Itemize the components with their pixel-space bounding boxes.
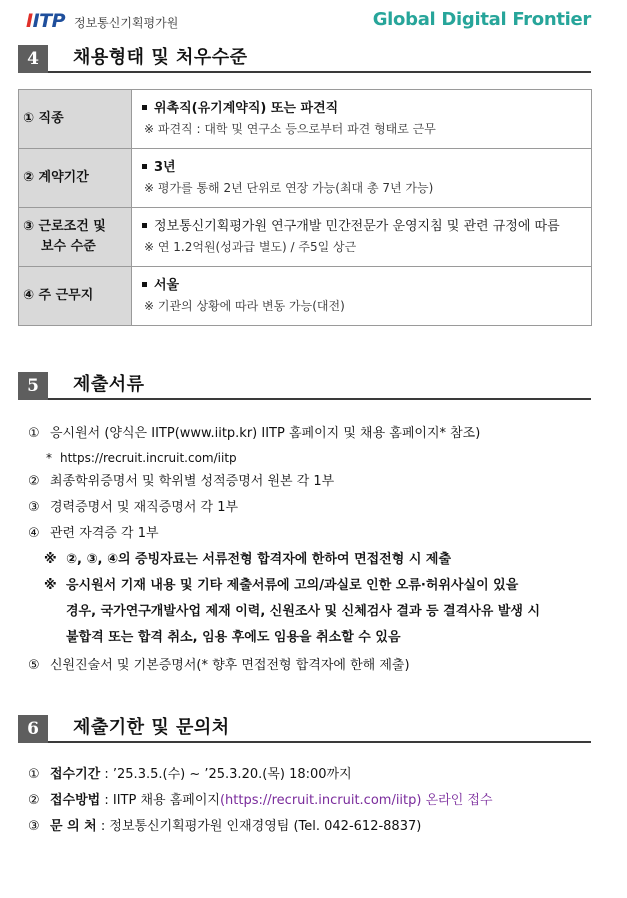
row-label: ① 직종 <box>19 90 132 149</box>
row-label: ③ 근로조건 및 보수 수준 <box>19 208 132 267</box>
row-value: 서울 ※ 기관의 상황에 따라 변동 가능(대전) <box>132 267 592 326</box>
section-4-header <box>18 43 591 73</box>
note-item: ※ ②, ③, ④의 증빙자료는 서류전형 합격자에 한하여 면접전형 시 제출 <box>44 552 452 567</box>
bullet-icon <box>142 282 147 287</box>
row-value: 위촉직(유기계약직) 또는 파견직 ※ 파견직 : 대학 및 연구소 등으로부터 파견 형태로 근무 <box>132 90 592 149</box>
table-row <box>19 208 592 267</box>
row-value: 정보통신기획평가원 연구개발 민간전문가 운영지침 및 관련 규정에 따름 ※ 연 1.2억원(성과급 별도) / 주5일 상근 <box>132 208 592 267</box>
section-number: 6 <box>18 715 48 743</box>
list-item: ③ 경력증명서 및 재직증명서 각 1부 <box>28 500 239 515</box>
row-label: ② 계약기간 <box>19 149 132 208</box>
list-item: ③ 문 의 처 : 정보통신기획평가원 인재경영팀 (Tel. 042-612-8837) <box>28 819 422 834</box>
section-6-header <box>18 713 591 743</box>
section-title: 제출기한 및 문의처 <box>73 717 230 738</box>
section-number: 4 <box>18 45 48 73</box>
list-item: ① 접수기간 : ’25.3.5.(수) ~ ’25.3.20.(목) 18:00까지 <box>28 767 352 782</box>
row-label: ④ 주 근무지 <box>19 267 132 326</box>
application-link[interactable]: (https://recruit.incruit.com/iitp) 온라인 접수 <box>219 793 493 808</box>
employment-table <box>18 89 592 326</box>
bullet-icon <box>142 164 147 169</box>
note-item: ※ 응시원서 기재 내용 및 기타 제출서류에 고의/과실로 인한 오류·허위사실이 있을 <box>44 578 519 593</box>
slogan-logo: Global Digital Frontier <box>372 9 591 30</box>
section-title: 제출서류 <box>73 374 145 395</box>
list-item: ④ 관련 자격증 각 1부 <box>28 526 159 541</box>
list-item: ⑤ 신원진술서 및 기본증명서(* 향후 면접전형 합격자에 한해 제출) <box>28 658 410 673</box>
section-number: 5 <box>18 372 48 400</box>
row-value: 3년 ※ 평가를 통해 2년 단위로 연장 가능(최대 총 7년 가능) <box>132 149 592 208</box>
page-header <box>0 0 627 40</box>
list-item: * https://recruit.incruit.com/iitp <box>46 451 237 465</box>
list-item: ② 접수방법 : IITP 채용 홈페이지(https://recruit.incruit.com/iitp) 온라인 접수 <box>28 793 493 808</box>
table-row <box>19 149 592 208</box>
iitp-logo: IITP <box>26 10 66 32</box>
org-name: 정보통신기획평가원 <box>74 16 179 30</box>
note-line: 경우, 국가연구개발사업 제재 이력, 신원조사 및 신체검사 결과 등 결격사유 발생 시 <box>66 604 541 619</box>
bullet-icon <box>142 223 147 228</box>
table-row <box>19 90 592 149</box>
list-item: ② 최종학위증명서 및 학위별 성적증명서 원본 각 1부 <box>28 474 335 489</box>
bullet-icon <box>142 105 147 110</box>
list-item: ① 응시원서 (양식은 IITP(www.iitp.kr) IITP 홈페이지 및 채용 홈페이지* 참조) <box>28 426 481 441</box>
section-5-header <box>18 370 591 400</box>
table-row <box>19 267 592 326</box>
note-line: 불합격 또는 합격 취소, 임용 후에도 임용을 취소할 수 있음 <box>66 630 401 645</box>
section-title: 채용형태 및 처우수준 <box>73 47 248 68</box>
